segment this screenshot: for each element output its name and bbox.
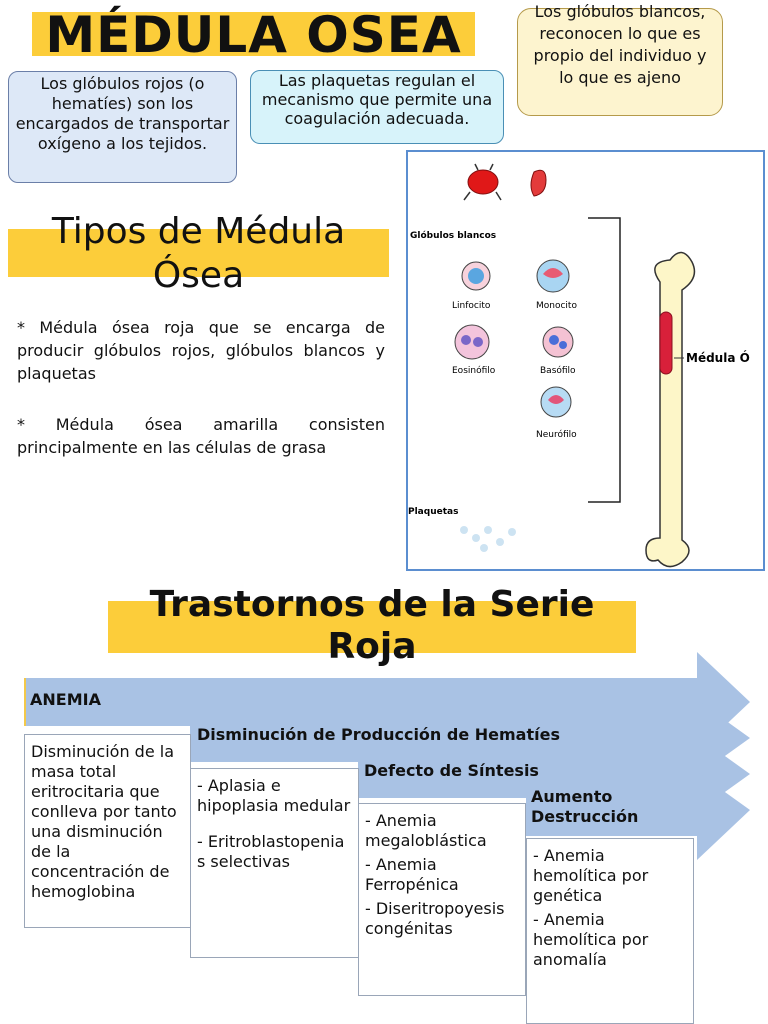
tipos-heading: Tipos de Médula Ósea — [51, 211, 346, 296]
label-neurofilo: Neurófilo — [536, 430, 577, 440]
serie-heading: Trastornos de la Serie Roja — [149, 584, 595, 667]
label-plaquetas: Plaquetas — [408, 507, 459, 517]
step-sintesis-label: Defecto de Síntesis — [364, 761, 539, 780]
label-globulos-blancos: Glóbulos blancos — [410, 231, 497, 241]
step-produccion-label: Disminución de Producción de Hematíes — [197, 725, 560, 744]
step-destruccion-label: Aumento Destrucción — [531, 787, 639, 826]
label-eosinofilo: Eosinófilo — [452, 366, 496, 376]
basofilo-icon — [543, 327, 573, 357]
step-produccion-item-1: - Aplasia e hipoplasia medular — [197, 776, 351, 815]
monocito-icon — [537, 260, 569, 292]
neurofilo-icon — [541, 387, 571, 417]
linfocito-icon — [462, 262, 490, 290]
label-linfocito: Linfocito — [452, 301, 491, 311]
step-anemia-text: Disminución de la masa total eritrocitaria que conlleva por tanto una disminución de la concentración de hemoglobina — [31, 742, 177, 901]
bubble-globulos-blancos — [517, 2, 723, 116]
eosinofilo-icon — [455, 325, 489, 359]
bone-icon — [646, 252, 694, 566]
red-cell-profile-icon — [531, 170, 546, 196]
red-blood-cell-icon — [464, 164, 501, 200]
step-anemia-box — [24, 734, 191, 928]
step-sintesis-item-1: - Anemia megaloblástica — [365, 811, 487, 850]
medula-amarilla-text: * Médula ósea amarilla consisten principalmente en las células de grasa — [17, 415, 385, 457]
cells-and-bone-drawing — [408, 152, 763, 569]
platelets-icon — [460, 526, 516, 552]
bone-marrow-illustration — [406, 150, 765, 571]
step-sintesis-box — [358, 803, 526, 996]
label-basofilo: Basófilo — [540, 366, 576, 376]
bubble-plaquetas: Las plaquetas regulan el mecanismo que permite una coagulación adecuada. — [250, 70, 504, 144]
step-anemia-label: ANEMIA — [30, 690, 101, 709]
step-destruccion-item-1: - Anemia hemolítica por genética — [533, 846, 649, 905]
step-destruccion-box — [526, 838, 694, 1024]
label-medula: Médula Ó — [686, 351, 750, 365]
medula-roja-text: * Médula ósea roja que se encarga de producir glóbulos rojos, glóbulos blancos y plaquetas — [17, 318, 385, 383]
bubble-globulos-rojos: Los glóbulos rojos (o hematíes) son los encargados de transportar oxígeno a los tejidos. — [8, 71, 237, 183]
step-sintesis-item-3: - Diseritropoyesis congénitas — [365, 899, 505, 938]
page-title: MÉDULA OSEA — [45, 6, 462, 64]
step-destruccion-item-2: - Anemia hemolítica por anomalía — [533, 910, 649, 969]
label-monocito: Monocito — [536, 301, 577, 311]
step-sintesis-item-2: - Anemia Ferropénica — [365, 855, 459, 894]
bubble-globulos-blancos-text: Los glóbulos blancos, reconocen lo que es propio del individuo y lo que es ajeno — [533, 2, 707, 87]
step-produccion-box — [190, 768, 359, 958]
step-produccion-item-2: - Eritroblastopenias selectivas — [197, 832, 345, 871]
